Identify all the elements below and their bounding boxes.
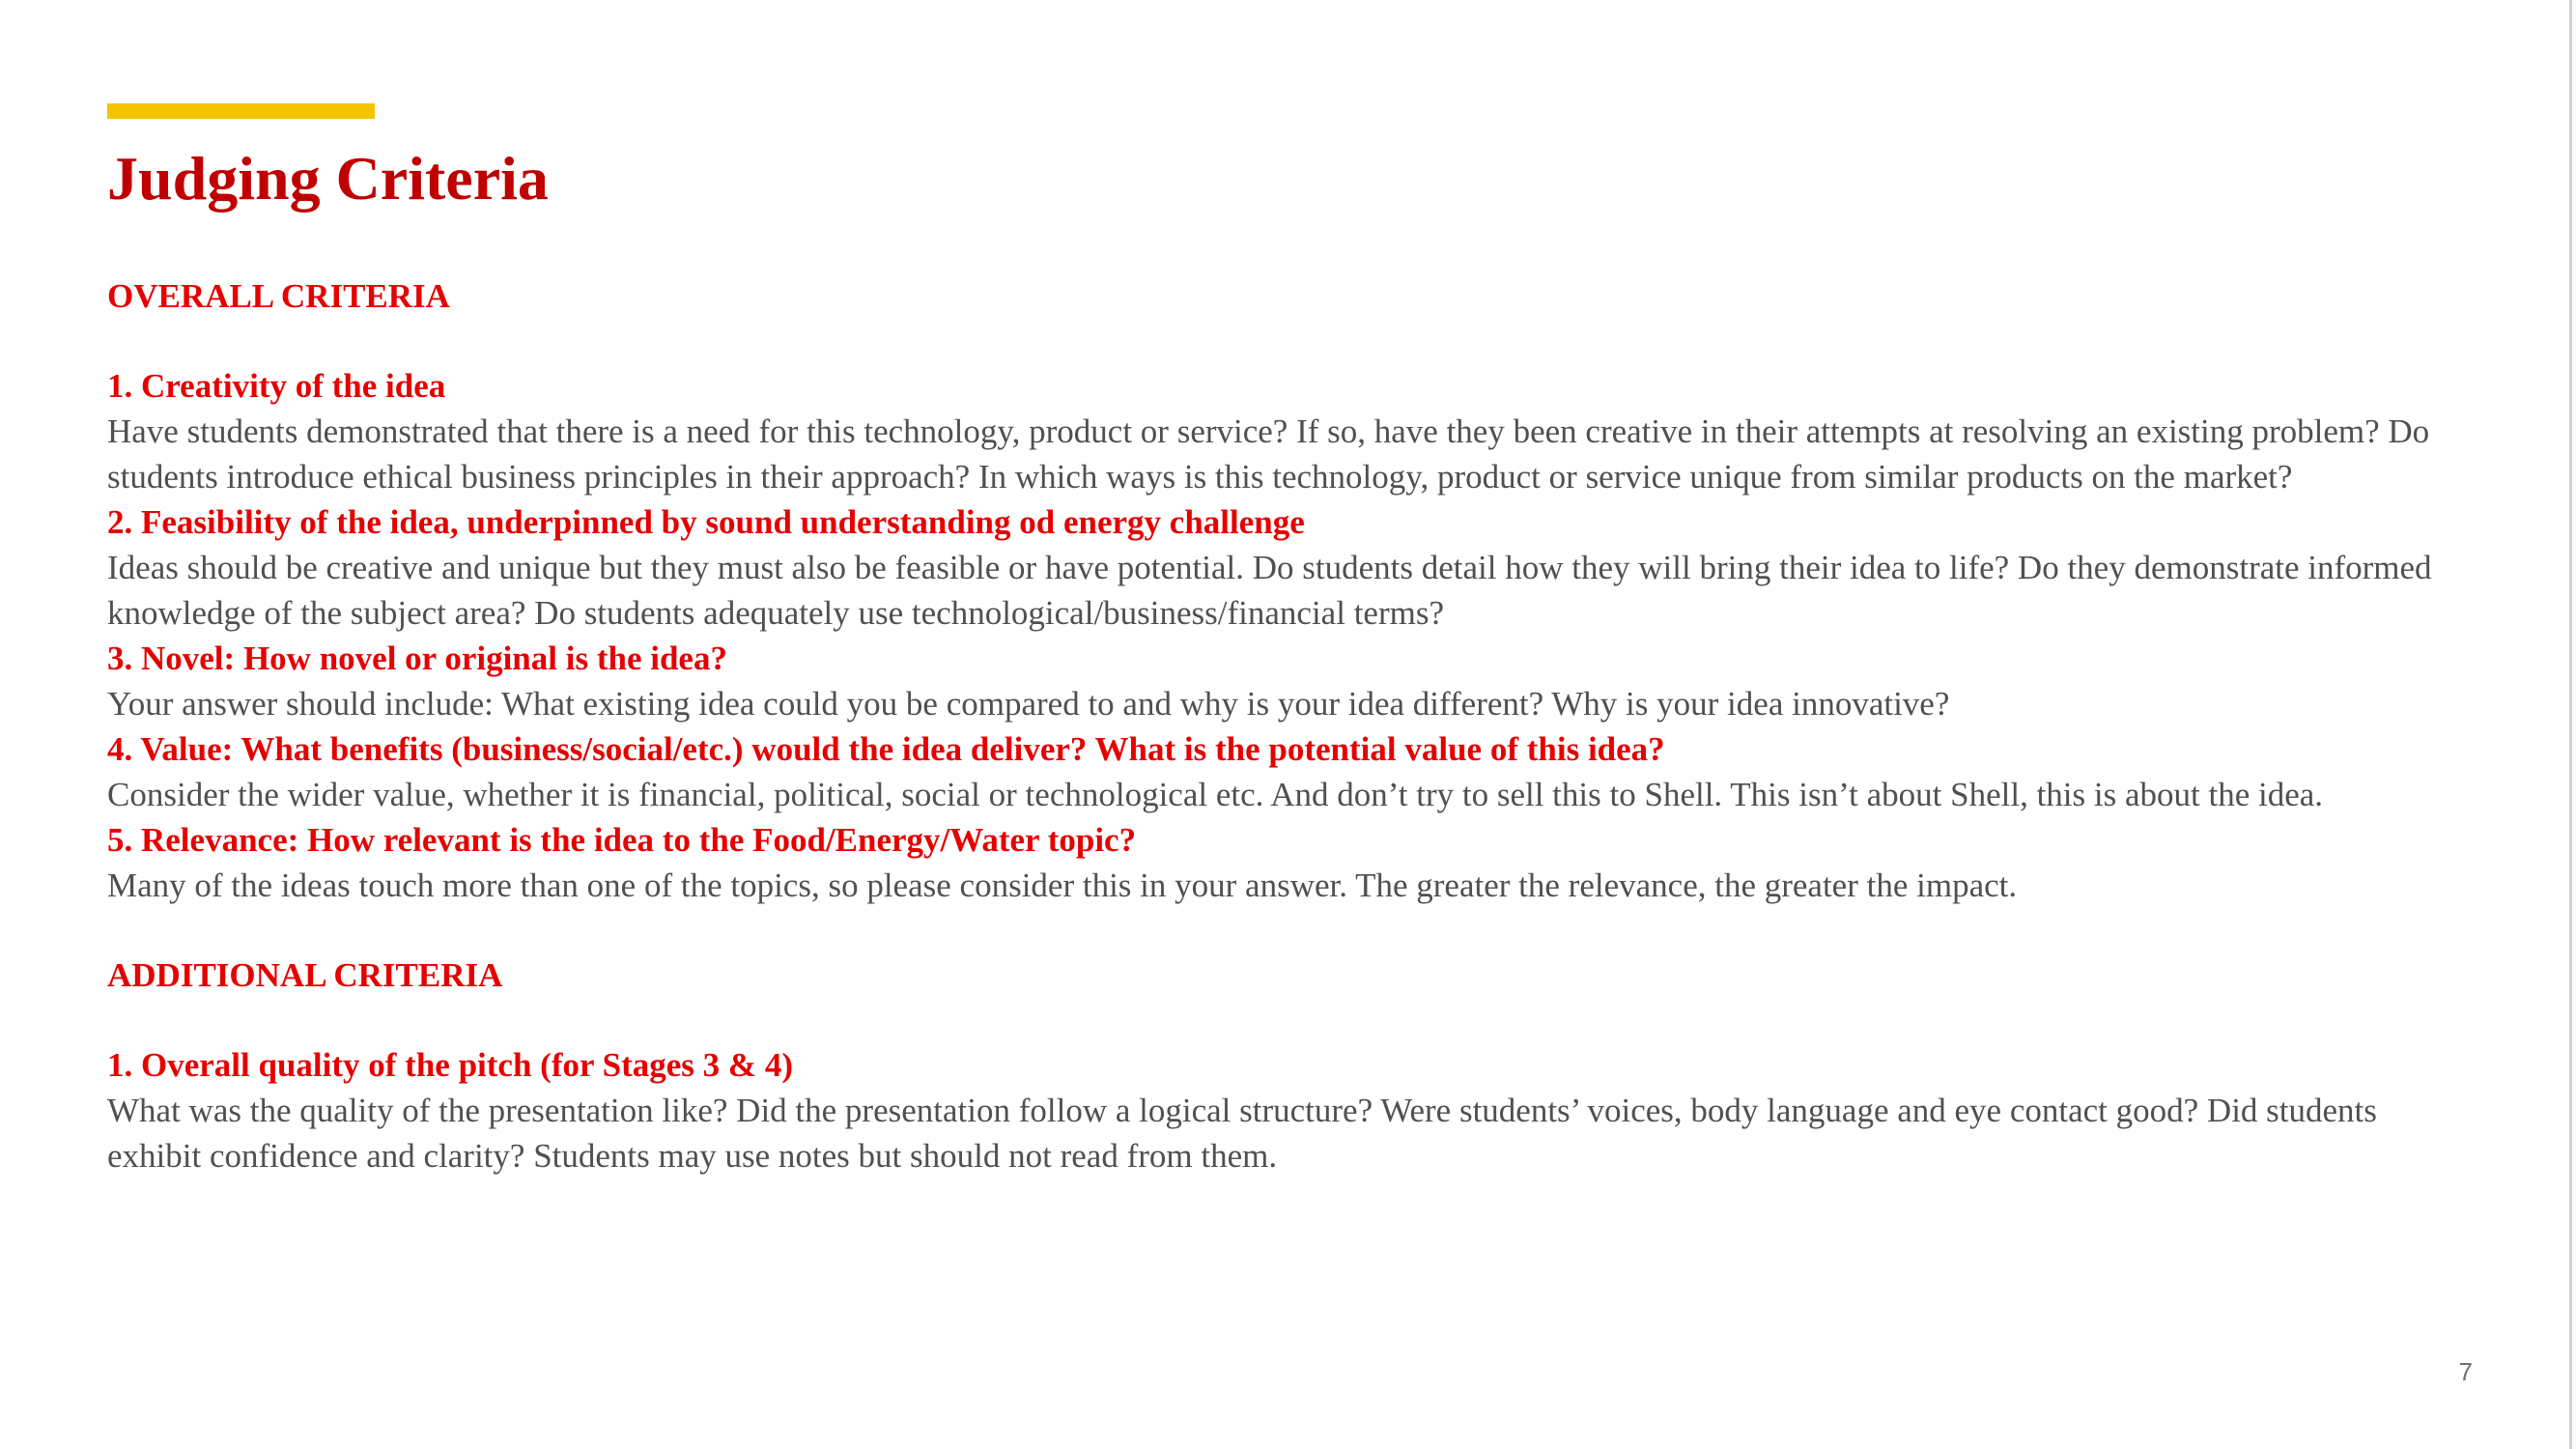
criterion-text: Ideas should be creative and unique but they must also be feasible or have potential. Do students detail how they will bring their idea to life? Do they demonstrate informed knowledge of the subject area? Do students adequately use technological/business/financial terms?: [107, 549, 2432, 632]
criterion-heading: 2. Feasibility of the idea, underpinned by sound understanding od energy challenge: [107, 503, 1305, 541]
page-number: 7: [2458, 1357, 2473, 1386]
criterion-text: Consider the wider value, whether it is financial, political, social or technological etc. And don’t try to sell this to Shell. This isn’t about Shell, this is about the idea.: [107, 776, 2324, 813]
criterion-item: [107, 726, 2445, 817]
additional-criteria-heading: ADDITIONAL CRITERIA: [107, 956, 503, 994]
section-spacer: [107, 998, 2445, 1042]
slide-title: Judging Criteria: [107, 144, 549, 213]
criterion-heading: 5. Relevance: How relevant is the idea to the Food/Energy/Water topic?: [107, 821, 1137, 859]
criterion-heading: 1. Overall quality of the pitch (for Stages 3 & 4): [107, 1046, 793, 1084]
overall-criteria-heading: OVERALL CRITERIA: [107, 277, 450, 315]
criterion-item: [107, 1042, 2445, 1179]
criterion-item: [107, 817, 2445, 908]
criterion-item: [107, 363, 2445, 499]
criterion-text: What was the quality of the presentation like? Did the presentation follow a logical structure? Were students’ voices, body language and eye contact good? Did students exhibit confidence and clarity? Students may use notes but should not read from them.: [107, 1092, 2377, 1175]
criterion-text: Your answer should include: What existing idea could you be compared to and why is your idea different? Why is your idea innovative?: [107, 685, 1950, 723]
criterion-text: Have students demonstrated that there is a need for this technology, product or service? If so, have they been creative in their attempts at resolving an existing problem? Do students introduce ethical business principles in their approach? In which ways is this technology, product or service unique from similar products on the market?: [107, 412, 2430, 496]
criterion-item: [107, 499, 2445, 636]
section-spacer: [107, 908, 2445, 952]
criterion-heading: 4. Value: What benefits (business/social/etc.) would the idea deliver? What is the potential value of this idea?: [107, 730, 1665, 768]
criterion-item: [107, 636, 2445, 726]
title-accent-bar: [107, 103, 375, 119]
criterion-heading: 3. Novel: How novel or original is the idea?: [107, 639, 727, 677]
slide-edge-divider: [2569, 0, 2572, 1449]
criterion-heading: 1. Creativity of the idea: [107, 367, 446, 405]
slide-body: [107, 273, 2445, 1179]
section-spacer: [107, 319, 2445, 363]
criterion-text: Many of the ideas touch more than one of the topics, so please consider this in your answer. The greater the relevance, the greater the impact.: [107, 867, 2018, 904]
